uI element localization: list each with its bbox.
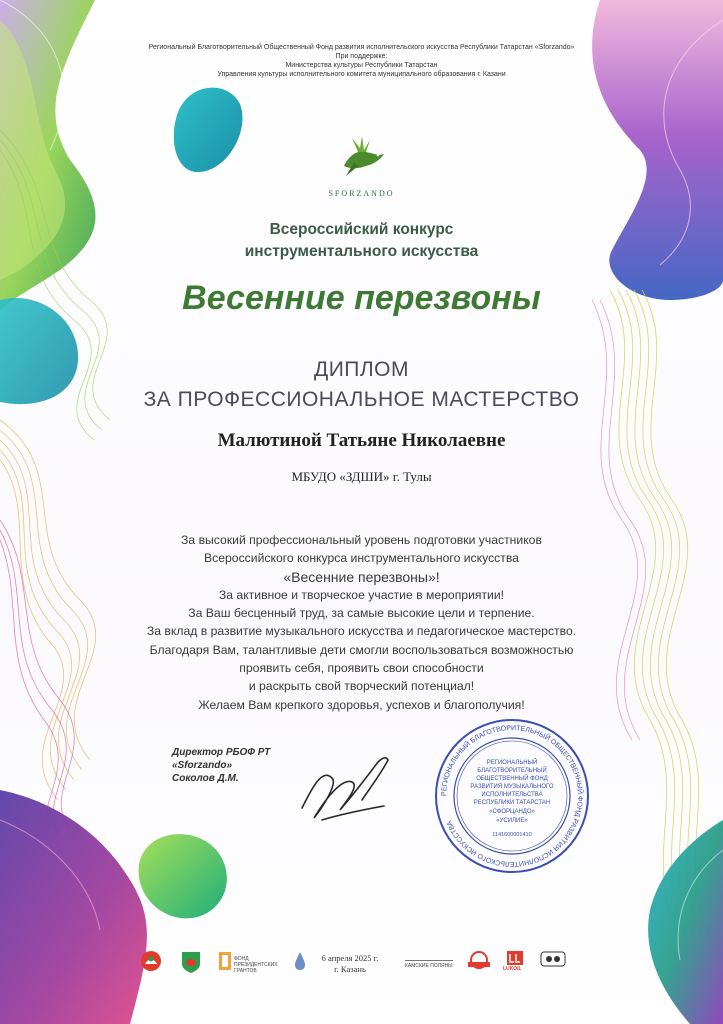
fund-grants-label: ФОНД ПРЕЗИДЕНТСКИХ ГРАНТОВ [234,956,278,974]
signer-name: Соколов Д.М. [172,773,239,784]
sforzando-bird-logo [336,136,388,186]
brand-name: SFORZANDO [328,189,395,198]
diploma-body [0,531,723,714]
contest-subtitle [0,219,723,263]
seal-line: БЛАГОТВОРИТЕЛЬНЫЙ [477,768,547,774]
tatarstan-emblem-icon [140,950,162,972]
body-line: За высокий профессиональный уровень подготовки участников [181,533,542,547]
body-line: За активное и творческое участие в мероприятии! [218,587,505,602]
body-line: За вклад в развитие музыкального искусства и педагогическое мастерство. [146,624,577,639]
contest-title: Весенние перезвоны [182,279,541,317]
footer-date-block [305,953,395,975]
signer-title: Директор РБОФ РТ [172,747,271,758]
seal-line: РЕГИОНАЛЬНЫЙ [486,760,538,766]
footer-date: 6 апреля 2025 г. [321,953,379,963]
ministry-line: Министерства культуры Республики Татарстан [285,62,438,69]
seal-line: ИСПОЛНИТЕЛЬСТВА [481,792,543,798]
seal-line: «УСИЛИЕ» [496,818,528,824]
body-line: Всероссийского конкурса инструментального искусства [204,551,519,566]
body-line: «Весенние перезвоны»! [283,568,440,585]
official-seal [432,716,592,876]
lukoil-label: LUKOIL [503,966,522,972]
diploma-heading [0,355,723,415]
contest-line-1: Всероссийский конкурс [269,221,454,238]
support-label: При поддержке: [335,53,388,60]
department-line: Управления культуры исполнительного комитета муниципального образования г. Казани [217,71,506,78]
partner-circle-logo-icon [466,950,492,970]
body-line: Благодаря Вам, талантливые дети смогли воспользоваться возможностью [149,642,574,657]
contest-line-2: инструментального искусства [244,243,479,260]
diploma-line-2: ЗА ПРОФЕССИОНАЛЬНОЕ МАСТЕРСТВО [143,388,580,411]
seal-number: 1141600001410 [492,832,532,838]
diploma-line-1: ДИПЛОМ [313,358,410,381]
seal-line: РЕСПУБЛИКИ ТАТАРСТАН [473,800,551,806]
body-line: проявить себя, проявить свои способности [239,661,484,676]
body-line: и раскрыть свой творческий потенциал! [248,679,475,694]
seal-outer-text: РЕГИОНАЛЬНЫЙ БЛАГОТВОРИТЕЛЬНЫЙ ОБЩЕСТВЕННЫЙ ФОНД РАЗВИТИЯ ИСПОЛНИТЕЛЬСКОГО ИСКУССТВА [440,724,584,868]
partner-label: КАМСКИЕ ПОЛЯНЫ [405,960,453,969]
fund-grants-icon [218,950,232,972]
seal-line: РАЗВИТИЯ МУЗЫКАЛЬНОГО [470,784,554,790]
recipient-school: МБУДО «ЗДШИ» г. Тулы [291,469,432,484]
org-line: Региональный Благотворительный Общественный Фонд развития исполнительского искусства Республики Татарстан «Sforzando» [148,44,575,51]
organization-header [0,43,723,79]
signer-block [172,746,270,785]
signer-org: «Sforzando» [172,760,233,771]
kazan-emblem-icon [180,950,202,974]
seal-line: «СФОРЦАНДО» [489,809,535,815]
signature [292,748,402,828]
partner-badge-icon [540,950,566,968]
body-line: Желаем Вам крепкого здоровья, успехов и благополучия! [198,697,525,712]
seal-line: ОБЩЕСТВЕННЫЙ ФОНД [476,776,548,782]
footer-city: г. Казань [334,964,366,974]
recipient-name: Малютиной Татьяне Николаевне [217,430,506,451]
body-line: За Ваш бесценный труд, за самые высокие цели и терпение. [188,606,535,621]
